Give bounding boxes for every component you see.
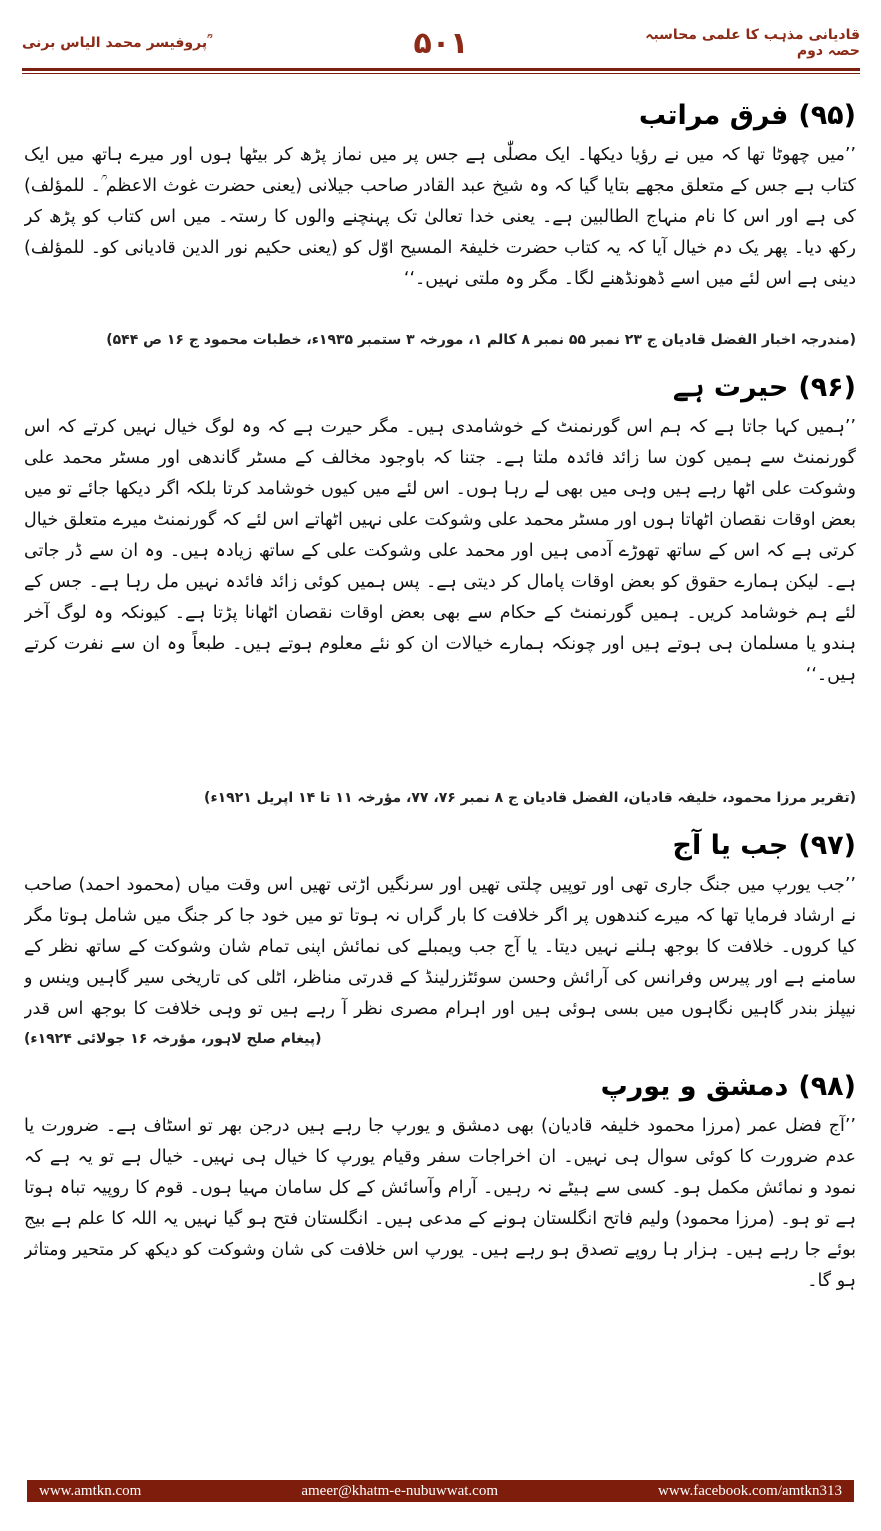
section-96	[24, 364, 856, 812]
section-heading	[24, 364, 856, 412]
section-body: ’’جب یورپ میں جنگ جاری تھی اور توپیں چلتی تھیں اور سرنگیں اڑتی تھیں اس وقت میاں (محمود احمد) صاحب نے ارشاد فرمایا تھا کہ میرے کندھوں پر اگر خلافت کا بار گراں نہ ہوتا تو میں خود جا کر جنگ میں شامل ہوتا مگر کیا کروں۔ خلافت کا بوجھ ہلنے نہیں دیتا۔ یا آج جب ویمبلے کی نمائش اپنی تمام شان وشوکت کے ساتھ نظر کے سامنے ہے اور پیرس وفرانس کی آرائش وحسن سوئٹزرلینڈ کے قدرتی مناظر، اٹلی کی تاریخی سیر گاہیں وینس و نیپلز بندر گاہیں نگاہوں میں بسی ہوئی ہیں اور اہرام مصری نظر آ رہے ہیں تو وہی خلافت کا بوجھ اس قدر	[24, 875, 856, 1019]
section-heading	[24, 1063, 856, 1111]
section-heading	[24, 92, 856, 140]
page-header	[22, 20, 860, 66]
section-title: فرق مراتب	[638, 100, 789, 131]
section-reference: (پیغام صلح لاہور، مؤرخہ ۱۶ جولائی ۱۹۲۴ء)	[24, 1031, 322, 1047]
section-title: حیرت ہے	[672, 372, 789, 403]
section-number: (۹۸)	[798, 1071, 856, 1102]
section-98	[24, 1063, 856, 1297]
section-body: ’’آج فضل عمر (مرزا محمود خلیفہ قادیان) بھی دمشق و یورپ جا رہے ہیں درجن بھر تو اسٹاف ہے۔ ضرورت یا عدم ضرورت کا کوئی سوال ہی نہیں۔ ان اخراجات سفر وقیام یورپ کا خیال ہی نہیں۔ خیال ہے تو یہ ہے کہ نمود و نمائش مکمل ہو۔ کسی سے ہیٹے نہ رہیں۔ آرام وآسائش کے کل سامان مہیا ہوں۔ قوم کا روپیہ تباہ ہوتا ہے تو ہو۔ (مرزا محمود) ولیم فاتح انگلستان ہونے کے مدعی ہیں۔ انگلستان فتح ہو گیا نہیں یہ اللہ کا علم ہے بیج بوئے جا رہے ہیں۔ ہزار ہا روپے تصدق ہو رہے ہیں۔ یورپ اس خلافت کی شان وشوکت کو دیکھ کر متحیر ومتاثر ہو گا۔	[24, 1116, 856, 1291]
section-reference: (تقریر مرزا محمود، خلیفہ قادیان، الفضل قادیان ج ۸ نمبر ۷۶، ۷۷، مؤرخہ ۱۱ تا ۱۴ اپریل ۱۹۲۱ء)	[204, 790, 856, 806]
section-95	[24, 92, 856, 354]
section-heading	[24, 822, 856, 870]
book-title: قادیانی مذہب کا علمی محاسبہ حصہ دوم	[645, 27, 860, 59]
section-97	[24, 822, 856, 1053]
footer-facebook-link[interactable]: www.facebook.com/amtkn313	[658, 1482, 842, 1499]
section-number: (۹۷)	[798, 830, 856, 861]
section-body: ’’ہمیں کہا جاتا ہے کہ ہم اس گورنمنٹ کے خوشامدی ہیں۔ مگر حیرت ہے کہ وہ لوگ خیال نہیں کرتے کہ اس گورنمنٹ سے ہمیں کون سا زائد فائدہ ملتا ہے۔ جتنا کہ باوجود مخالف کے مسٹر گاندھی اور مسٹر محمد علی وشوکت علی اٹھا رہے ہیں وہی میں بھی لے رہا ہوں۔ اس لئے میں کیوں خوشامد کرتا بلکہ اگر دیکھا جائے تو میں بعض اوقات نقصان اٹھاتا ہوں اور مسٹر محمد علی وشوکت علی نہیں اٹھاتے اس لئے کہ گورنمنٹ میرے متعلق خیال کرتی ہے کہ اس کے ساتھ تھوڑے آدمی ہیں اور محمد علی وشوکت علی کے ساتھ زیادہ ہیں۔ وہ ان سے ڈر جاتی ہے۔ لیکن ہمارے حقوق کو بعض اوقات پامال کر دیتی ہے۔ پس ہمیں کوئی زائد فائدہ نہیں مل رہا ہے۔ جس کے لئے ہم خوشامد کریں۔ ہمیں گورنمنٹ کے حکام سے بھی بعض اوقات نقصان اٹھانا پڑتا ہے۔ کیونکہ وہ لوگ آخر ہندو یا مسلمان ہی ہوتے ہیں اور چونکہ ہمارے خیالات ان کو نئے معلوم ہوتے ہیں۔ طبعاً وہ ان سے نفرت کرتے ہیں۔‘‘	[24, 417, 856, 685]
header-rule-thin	[22, 73, 860, 74]
section-title: دمشق و یورپ	[600, 1071, 789, 1102]
page-number: ۵۰۱	[413, 25, 469, 61]
author-name: پروفیسر محمد الیاس برنی ؒ	[22, 35, 211, 51]
section-body: ’’میں چھوٹا تھا کہ میں نے رؤیا دیکھا۔ ایک مصلّٰی ہے جس پر میں نماز پڑھ کر بیٹھا ہوں اور میرے ہاتھ میں ایک کتاب ہے جس کے متعلق مجھے بتایا گیا کہ وہ شیخ عبد القادر صاحب جیلانی (یعنی حضرت غوث الاعظم ؒ۔ للمؤلف) کی ہے اور اس کا نام منہاج الطالبین ہے۔ یعنی خدا تعالیٰ تک پہنچنے والوں کا رستہ۔ میں اس کتاب کو پڑھ کر رکھ دیا۔ پھر یک دم خیال آیا کہ یہ کتاب حضرت خلیفۃ المسیح اوّل کو (یعنی حکیم نور الدین قادیانی کو۔ للمؤلف) دینی ہے اس لئے میں اسے ڈھونڈھنے لگا۔ مگر وہ ملتی نہیں۔‘‘	[24, 145, 856, 289]
header-rule	[22, 68, 860, 71]
section-title: جب یا آج	[672, 830, 789, 861]
section-number: (۹۵)	[798, 100, 856, 131]
page-content	[24, 92, 856, 1307]
page-footer	[27, 1480, 854, 1502]
section-number: (۹۶)	[798, 372, 856, 403]
section-reference: (مندرجہ اخبار الفضل قادیان ج ۲۳ نمبر ۵۵ نمبر ۸ کالم ۱، مورخہ ۳ ستمبر ۱۹۳۵ء، خطبات محمود ج ۱۶ ص ۵۴۴)	[106, 332, 856, 348]
footer-website-link[interactable]: www.amtkn.com	[39, 1482, 142, 1499]
footer-email-link[interactable]: ameer@khatm-e-nubuwwat.com	[301, 1482, 498, 1499]
